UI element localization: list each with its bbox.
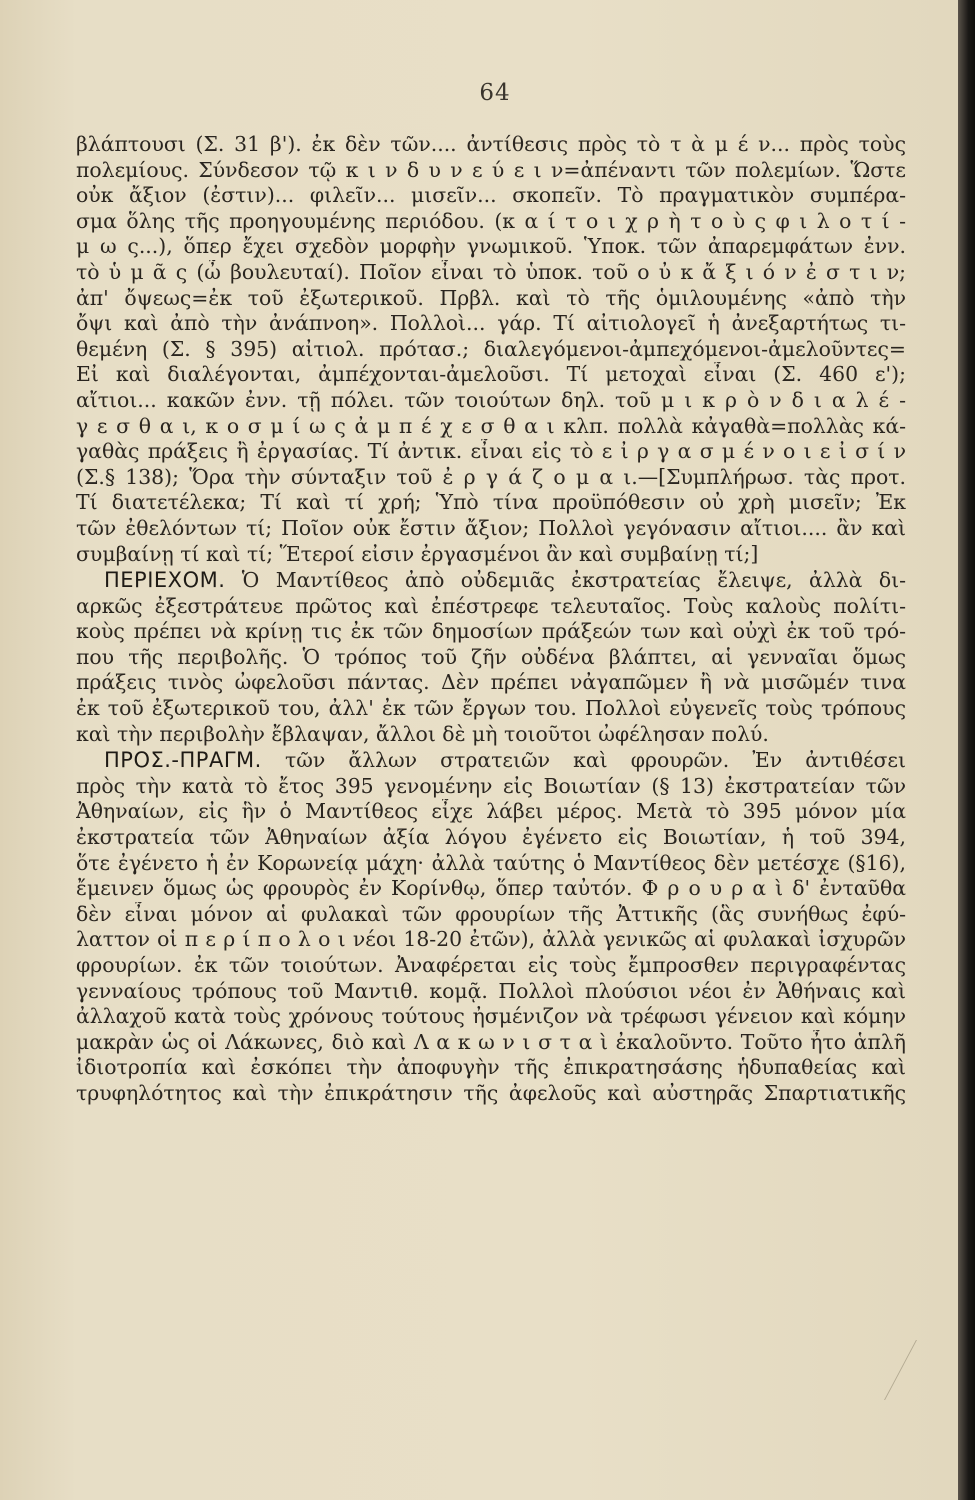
text-line: γ ε σ θ α ι, κ ο σ μ ί ω ς ἀ μ π έ χ ε σ θ α ι κλπ. πολλὰ κἀγαθὰ=πολλὰς κά- bbox=[76, 413, 906, 438]
paper-fold-mark bbox=[884, 1340, 957, 1400]
text-line: αρκῶς ἐξεστράτευε πρῶτος καὶ ἐπέστρεφε τελευταῖος. Τοὺς καλοὺς πολίτι- bbox=[76, 593, 906, 618]
text-line: μ ω ς...), ὅπερ ἔχει σχεδὸν μορφὴν γνωμικοῦ. Ὑποκ. τῶν ἀπαρεμφάτων ἐνν. bbox=[76, 234, 906, 259]
section-heading: ΠΡΟΣ.-ΠΡΑΓΜ. bbox=[104, 748, 262, 773]
text-line: θεμένη (Σ. § 395) αἰτιολ. πρότασ.; διαλεγόμενοι-ἀμπεχόμενοι-ἀμελοῦντες= bbox=[76, 336, 906, 361]
text-line: που τῆς περιβολῆς. Ὁ τρόπος τοῦ ζῆν οὐδένα βλάπτει, αἱ γενναῖαι ὅμως bbox=[76, 644, 906, 669]
section-first-line bbox=[76, 748, 906, 774]
text-line: Ἀθηναίων, εἰς ἣν ὁ Μαντίθεος εἶχε λάβει μέρος. Μετὰ τὸ 395 μόνον μία bbox=[76, 799, 906, 824]
text-line: ἀλλαχοῦ κατὰ τοὺς χρόνους τούτους ἠσμένιζον νὰ τρέφωσι γένειον καὶ κόμην bbox=[76, 1004, 906, 1029]
text-line: τὸ ὑ μ ᾶ ς (ὦ βουλευταί). Ποῖον εἶναι τὸ ὑποκ. τοῦ ο ὐ κ ἄ ξ ι ό ν ἐ σ τ ι ν; bbox=[76, 259, 906, 284]
section-first-line bbox=[76, 568, 906, 594]
text-line: πολεμίους. Σύνδεσον τῷ κ ι ν δ υ ν ε ύ ε ι ν=ἀπέναντι τῶν πολεμίων. Ὥστε bbox=[76, 157, 906, 182]
text-line: πράξεις τινὸς ὠφελοῦσι πάντας. Δὲν πρέπει νἀγαπῶμεν ἢ νὰ μισῶμέν τινα bbox=[76, 670, 906, 695]
text-line: κοὺς πρέπει νὰ κρίνῃ τις ἐκ τῶν δημοσίων πράξεών των καὶ οὐχὶ ἐκ τοῦ τρό- bbox=[76, 619, 906, 644]
text-line: ὅτε ἐγένετο ἡ ἐν Κορωνείᾳ μάχη· ἀλλὰ ταύτης ὁ Μαντίθεος δὲν μετέσχε (§16), bbox=[76, 850, 906, 875]
scanner-edge bbox=[958, 0, 975, 1500]
text-line: μακρὰν ὡς οἱ Λάκωνες, διὸ καὶ Λ α κ ω ν ι σ τ α ὶ ἐκαλοῦντο. Τοῦτο ἦτο ἁπλῆ bbox=[76, 1029, 906, 1054]
section-periexom bbox=[76, 568, 906, 747]
text-line: σμα ὅλης τῆς προηγουμένης περιόδου. (κ α ί τ ο ι χ ρ ὴ τ ο ὺ ς φ ι λ ο τ ί - bbox=[76, 208, 906, 233]
section-first-text: τῶν ἄλλων στρατειῶν καὶ φρουρῶν. Ἐν ἀντιθέσει bbox=[261, 748, 906, 773]
text-line: ἔμεινεν ὅμως ὡς φρουρὸς ἐν Κορίνθῳ, ὅπερ ταὐτόν. Φ ρ ο υ ρ α ὶ δ' ἐνταῦθα bbox=[76, 876, 906, 901]
text-line: καὶ τὴν περιβολὴν ἔβλαψαν, ἄλλοι δὲ μὴ τοιοῦτοι ὠφέλησαν πολύ. bbox=[76, 721, 769, 746]
text-line: γαθὰς πράξεις ἢ ἐργασίας. Τί ἀντικ. εἶναι εἰς τὸ ε ἰ ρ γ α σ μ έ ν ο ι ε ἰ σ ί ν bbox=[76, 439, 906, 464]
text-line: φρουρίων. ἐκ τῶν τοιούτων. Ἀναφέρεται εἰς τοὺς ἔμπροσθεν περιγραφέντας bbox=[76, 953, 906, 977]
text-line: (Σ.§ 138); Ὅρα τὴν σύνταξιν τοῦ ἐ ρ γ ά ζ ο μ α ι.—[Συμπλήρωσ. τὰς προτ. bbox=[76, 464, 906, 489]
commentary-text bbox=[76, 132, 906, 1107]
text-line: δὲν εἶναι μόνον αἱ φυλακαὶ τῶν φρουρίων τῆς Ἀττικῆς (ἃς συνήθως ἐφύ- bbox=[76, 901, 906, 926]
text-line: βλάπτουσι (Σ. 31 β'). ἐκ δὲν τῶν.... ἀντίθεσις πρὸς τὸ τ ὰ μ έ ν... πρὸς τοὺς bbox=[76, 132, 906, 156]
notes-paragraph bbox=[76, 132, 906, 567]
text-line: λαττον οἱ π ε ρ ί π ο λ ο ι νέοι 18-20 ἐτῶν), ἀλλὰ γενικῶς αἱ φυλακαὶ ἰσχυρῶν bbox=[76, 927, 906, 952]
section-heading: ΠΕΡΙΕΧΟΜ. bbox=[104, 568, 226, 593]
page-number: 64 bbox=[479, 80, 511, 106]
text-line: οὐκ ἄξιον (ἐστιν)... φιλεῖν... μισεῖν... σκοπεῖν. Τὸ πραγματικὸν συμπέρα- bbox=[76, 183, 906, 208]
text-line: Τί διατετέλεκα; Τί καὶ τί χρή; Ὑπὸ τίνα προϋπόθεσιν οὐ χρὴ μισεῖν; Ἐκ bbox=[76, 490, 906, 515]
text-line: ὄψι καὶ ἀπὸ τὴν ἀνάπνοη». Πολλοὶ... γάρ. Τί αἰτιολογεῖ ἡ ἀνεξαρτήτως τι- bbox=[76, 311, 906, 336]
text-line: Εἰ καὶ διαλέγονται, ἀμπέχονται-ἀμελοῦσι. Τί μετοχαὶ εἶναι (Σ. 460 ε'); bbox=[76, 362, 906, 387]
text-line: συμβαίνῃ τί καὶ τί; Ἕτεροί εἰσιν ἐργασμένοι ἂν καὶ συμβαίνῃ τί;] bbox=[76, 541, 759, 566]
text-line: ἐκστρατεία τῶν Ἀθηναίων ἀξία λόγου ἐγένετο εἰς Βοιωτίαν, ἡ τοῦ 394, bbox=[76, 825, 906, 850]
text-line: ἐκ τοῦ ἐξωτερικοῦ του, ἀλλ' ἐκ τῶν ἔργων του. Πολλοὶ εὐγενεῖς τοὺς τρόπους bbox=[76, 696, 906, 721]
text-line: τῶν ἐθελόντων τί; Ποῖον οὐκ ἔστιν ἄξιον; Πολλοὶ γεγόνασιν αἴτιοι.... ἂν καὶ bbox=[76, 515, 906, 540]
text-line: ἀπ' ὄψεως=ἐκ τοῦ ἐξωτερικοῦ. Πρβλ. καὶ τὸ τῆς ὁμιλουμένης «ἀπὸ τὴν bbox=[76, 285, 906, 310]
text-line: πρὸς τὴν κατὰ τὸ ἔτος 395 γενομένην εἰς Βοιωτίαν (§ 13) ἐκστρατείαν τῶν bbox=[76, 773, 906, 798]
text-line: τρυφηλότητος καὶ τὴν ἐπικράτησιν τῆς ἀφελοῦς καὶ αὐστηρᾶς Σπαρτιατικῆς bbox=[76, 1080, 906, 1105]
text-line: αἴτιοι... κακῶν ἐνν. τῇ πόλει. τῶν τοιούτων δηλ. τοῦ μ ι κ ρ ὸ ν δ ι α λ έ - bbox=[76, 387, 906, 412]
section-first-text: Ὁ Μαντίθεος ἀπὸ οὐδεμιᾶς ἐκστρατείας ἔλειψε, ἀλλὰ δι- bbox=[225, 568, 906, 593]
section-pros-pragm bbox=[76, 748, 906, 1106]
text-line: ἰδιοτροπία καὶ ἐσκόπει τὴν ἀποφυγὴν τῆς ἐπικρατησάσης ἡδυπαθείας καὶ bbox=[76, 1055, 906, 1080]
text-line: γενναίους τρόπους τοῦ Μαντιθ. κομᾷ. Πολλοὶ πλούσιοι νέοι ἐν Ἀθήναις καὶ bbox=[76, 978, 906, 1003]
